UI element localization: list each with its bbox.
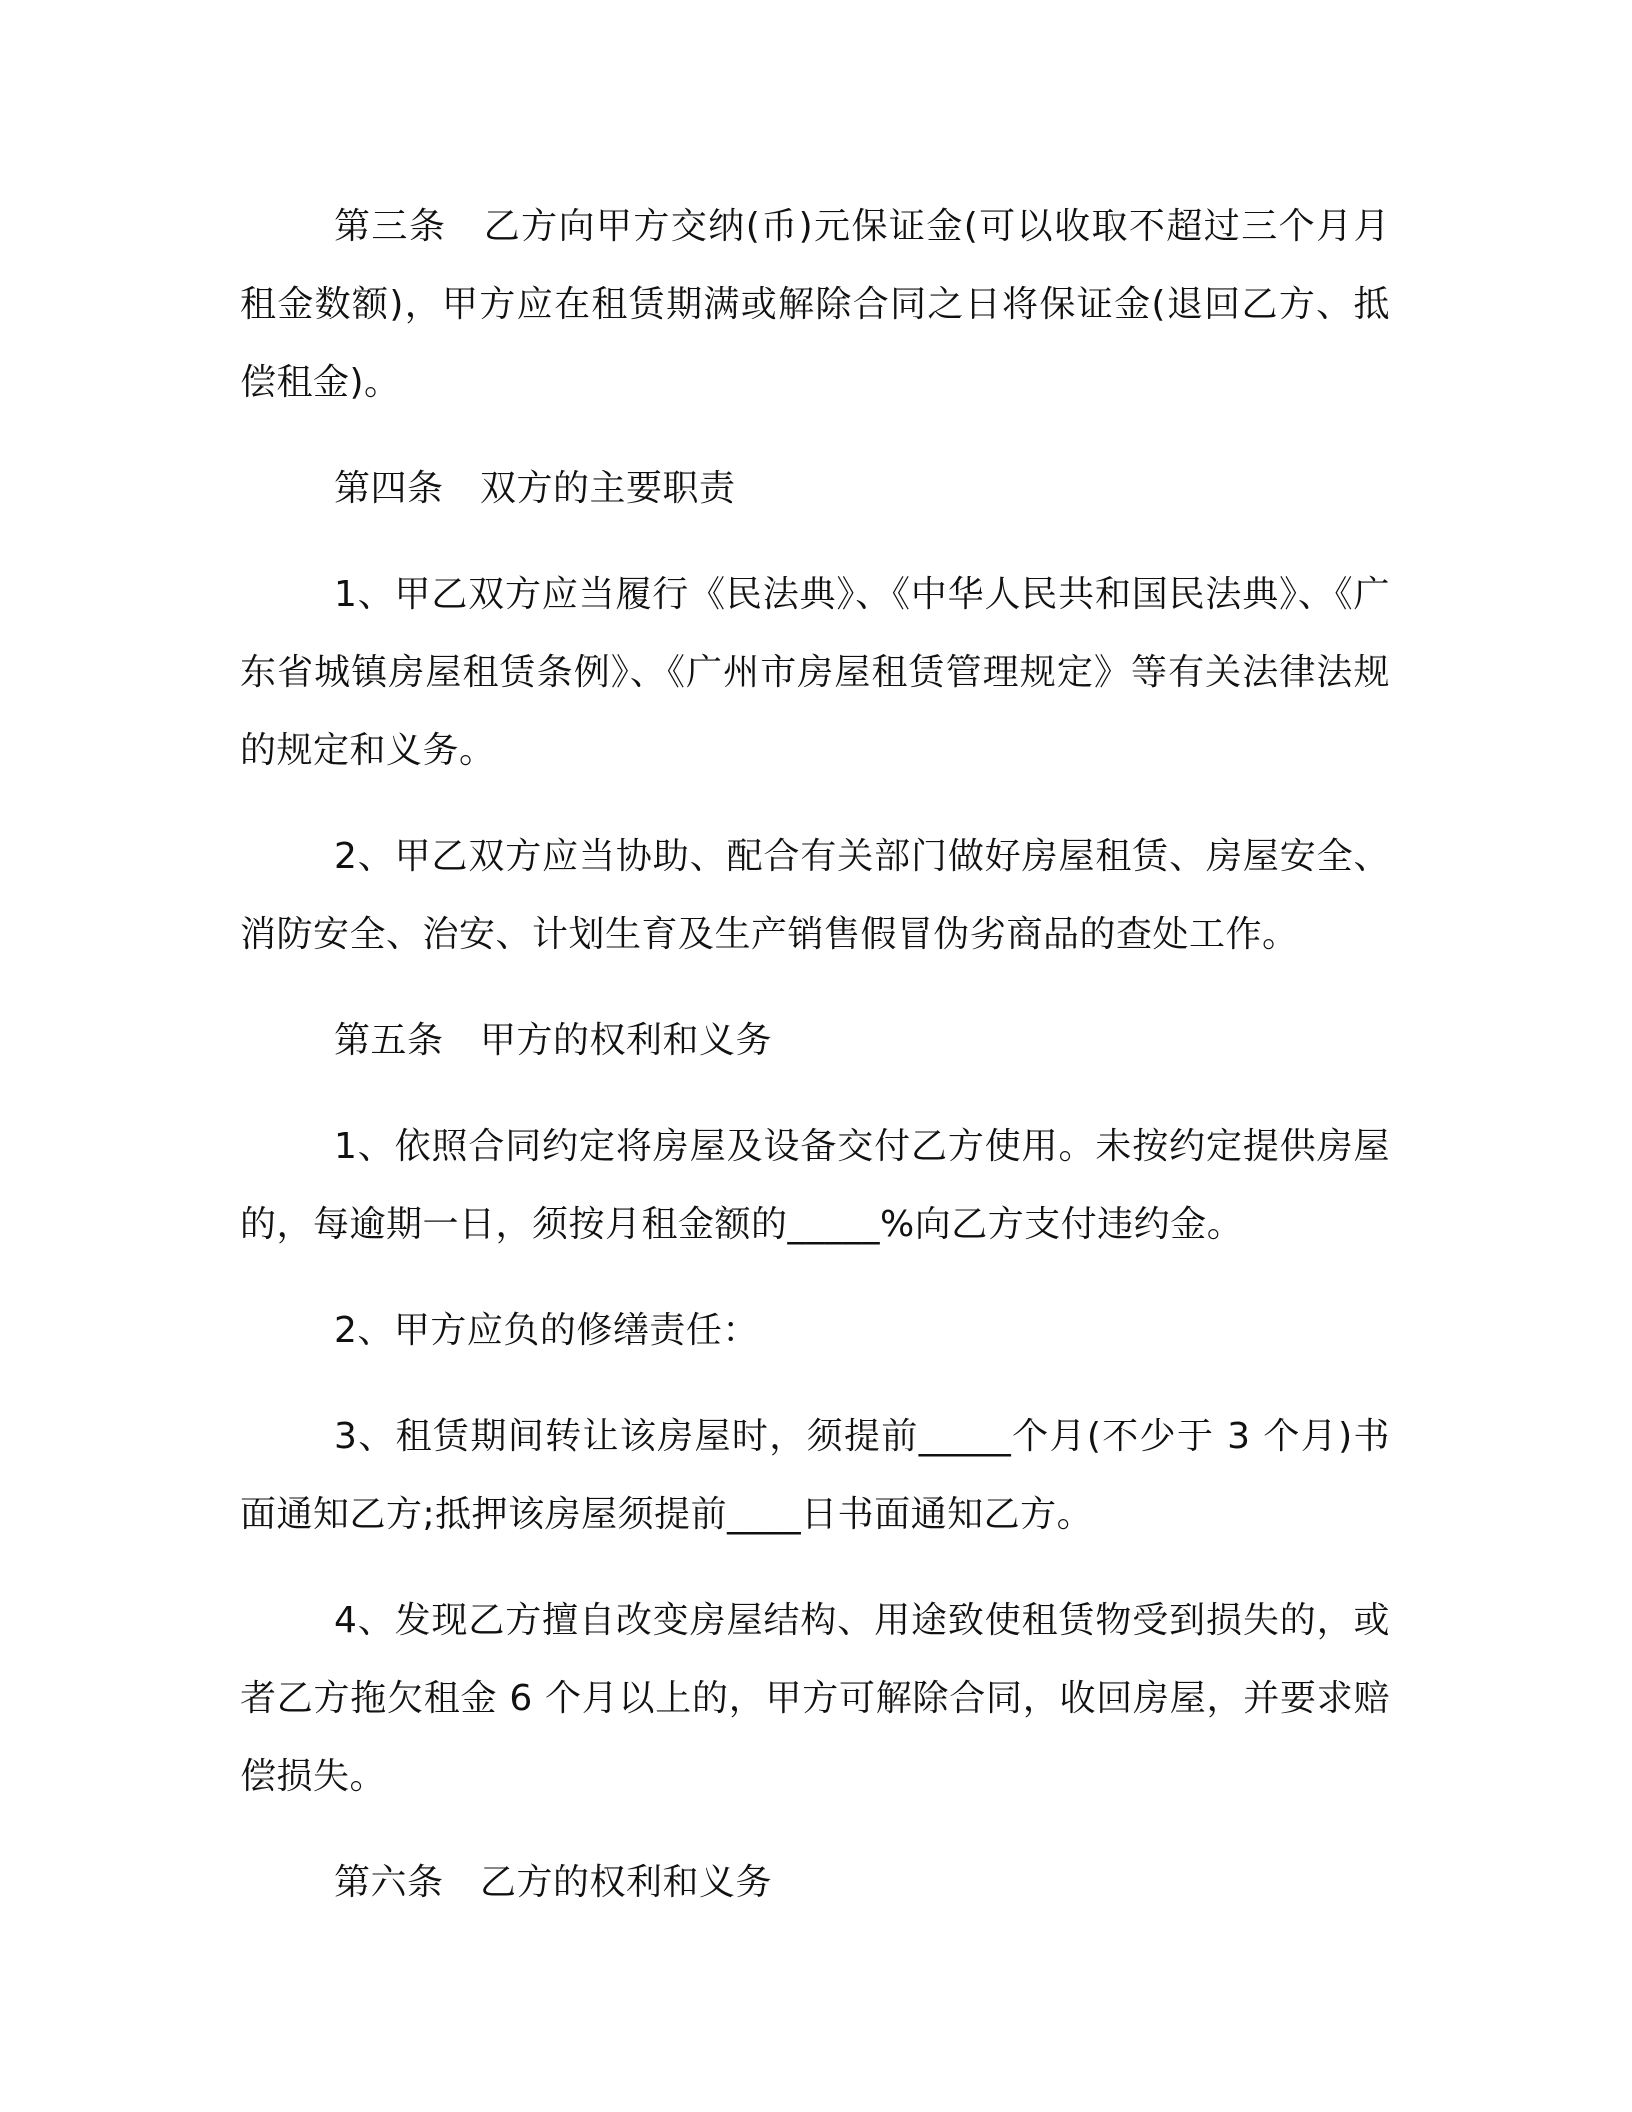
clause-5-item-4: 4、发现乙方擅自改变房屋结构、用途致使租赁物受到损失的，或者乙方拖欠租金 6 个月以上的，甲方可解除合同，收回房屋，并要求赔偿损失。 [240, 1600, 1390, 1797]
clause-5-item-3: 3、租赁期间转让该房屋时，须提前_____个月(不少于 3 个月)书面通知乙方;抵押该房屋须提前____日书面通知乙方。 [240, 1416, 1390, 1535]
clause-5-item-1: 1、依照合同约定将房屋及设备交付乙方使用。未按约定提供房屋的，每逾期一日，须按月租金额的_____%向乙方支付违约金。 [240, 1126, 1390, 1245]
clause-5-item-2: 2、甲方应负的修缮责任： [334, 1310, 759, 1351]
clause-4-item-1: 1、甲乙双方应当履行《民法典》、《中华人民共和国民法典》、《广东省城镇房屋租赁条例》、《广州市房屋租赁管理规定》等有关法律法规的规定和义务。 [240, 574, 1390, 771]
document-body [240, 188, 1390, 1950]
clause-4-heading: 第四条 双方的主要职责 [334, 468, 736, 509]
clause-5-heading: 第五条 甲方的权利和义务 [334, 1020, 773, 1061]
clause-3-text: 第三条 乙方向甲方交纳(币)元保证金(可以收取不超过三个月月租金数额)，甲方应在租赁期满或解除合同之日将保证金(退回乙方、抵偿租金)。 [240, 206, 1390, 403]
clause-4-item-2: 2、甲乙双方应当协助、配合有关部门做好房屋租赁、房屋安全、消防安全、治安、计划生育及生产销售假冒伪劣商品的查处工作。 [240, 836, 1390, 955]
clause-6-heading: 第六条 乙方的权利和义务 [334, 1862, 773, 1903]
